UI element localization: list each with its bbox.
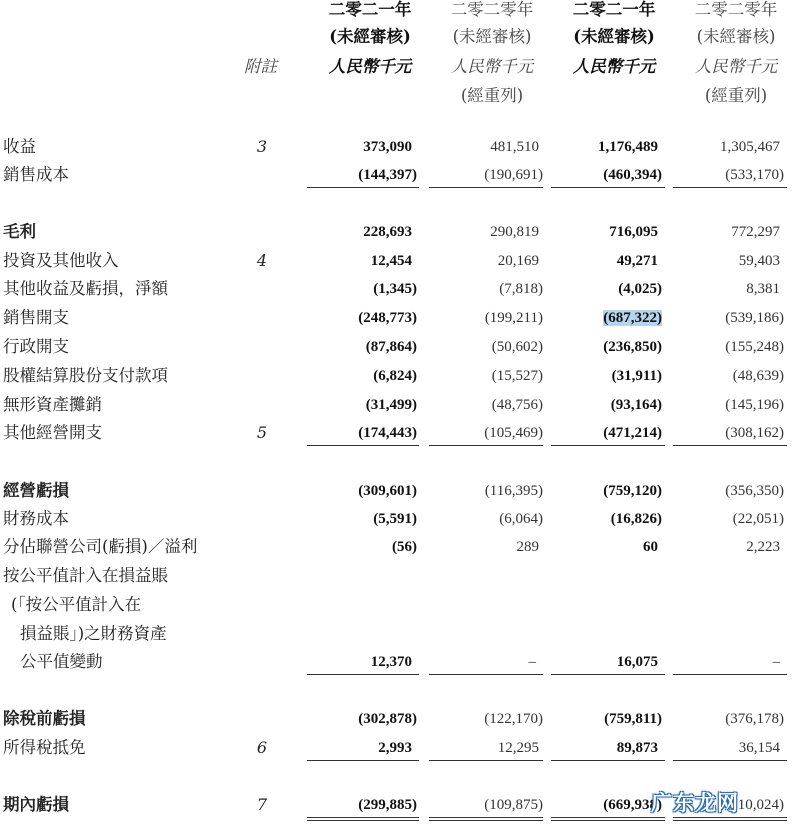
row-label: 期內虧損 [3, 795, 69, 814]
subtotal-rule [673, 674, 787, 675]
row-label: 公平值變動 [20, 652, 103, 671]
cell-value: 36,154 [738, 740, 780, 756]
subtotal-rule [429, 187, 543, 188]
col4-year: 二零二零年 [694, 0, 778, 19]
total-double-rule [307, 817, 419, 821]
cell-value: (50,602) [491, 339, 543, 355]
cell-value: (299,885) [358, 797, 417, 813]
cell-value: (122,170) [484, 711, 543, 727]
cell-value: (105,469) [484, 425, 543, 441]
cell-value: (7,818) [499, 281, 543, 297]
cell-value: (309,601) [358, 483, 417, 499]
row-label: 財務成本 [3, 509, 69, 528]
cell-value: 716,095 [609, 224, 658, 240]
row-note: 7 [256, 795, 268, 814]
note-column-header: 附註 [244, 57, 277, 76]
row-label: 銷售成本 [3, 165, 69, 184]
col4-restated: (經重列) [704, 86, 768, 105]
col1-year: 二零二一年 [328, 0, 412, 19]
cell-value-highlighted[interactable] [603, 308, 662, 328]
col3-audit: (未經審核) [573, 27, 655, 46]
row-label: 其他經營開支 [3, 423, 102, 442]
cell-value: – [528, 654, 536, 670]
cell-value: (144,397) [358, 167, 417, 183]
cell-value: (248,773) [358, 310, 417, 326]
watermark-logo: 广东龙网 [651, 791, 739, 815]
cell-value: 1,305,467 [720, 139, 780, 155]
subtotal-rule [673, 760, 787, 761]
row-label-fvtpl-line3: 損益賬」)之財務資產 [20, 624, 167, 643]
cell-value: 49,271 [616, 253, 658, 269]
cell-value: (31,499) [365, 397, 417, 413]
row-label: 行政開支 [3, 337, 69, 356]
cell-value: (5,591) [373, 511, 417, 527]
subtotal-rule [673, 187, 787, 188]
col3-currency: 人民幣千元 [572, 57, 656, 76]
cell-value: (471,214) [603, 425, 662, 441]
cell-value: (145,196) [725, 397, 784, 413]
subtotal-rule [307, 674, 419, 675]
row-label-fvtpl-line2: (「按公平值計入在 [11, 595, 142, 614]
cell-value: 12,454 [370, 253, 412, 269]
col3-year: 二零二一年 [572, 0, 656, 19]
cell-value: 2,223 [746, 539, 780, 555]
cell-value: (356,350) [725, 483, 784, 499]
subtotal-rule [673, 445, 787, 446]
subtotal-rule [307, 445, 419, 446]
row-note: 5 [256, 423, 268, 442]
cell-value: 12,370 [370, 654, 412, 670]
cell-value: (236,850) [603, 339, 662, 355]
col2-audit: (未經審核) [452, 27, 532, 46]
cell-value: (190,691) [484, 167, 543, 183]
row-label: 無形資產攤銷 [3, 395, 102, 414]
subtotal-rule [429, 445, 543, 446]
subtotal-rule [551, 760, 665, 761]
cell-value: (48,756) [491, 397, 543, 413]
cell-value: 772,297 [731, 224, 780, 240]
row-label: 股權結算股份支付款項 [3, 366, 168, 385]
col1-currency: 人民幣千元 [328, 57, 412, 76]
row-label: 毛利 [3, 222, 36, 241]
col4-currency: 人民幣千元 [694, 57, 778, 76]
cell-value: 290,819 [490, 224, 539, 240]
cell-value: (93,164) [610, 397, 662, 413]
cell-value: – [772, 654, 780, 670]
cell-value: (174,443) [358, 425, 417, 441]
cell-value: (1,345) [373, 281, 417, 297]
cell-value: 20,169 [497, 253, 539, 269]
row-label: 所得稅抵免 [3, 738, 86, 757]
cell-value: (22,051) [732, 511, 784, 527]
cell-value: (6,064) [499, 511, 543, 527]
cell-value: 59,403 [738, 253, 780, 269]
subtotal-rule [307, 187, 419, 188]
row-note: 4 [256, 251, 268, 270]
row-label: 除稅前虧損 [3, 709, 86, 728]
cell-value: (15,527) [491, 368, 543, 384]
cell-value: 1,176,489 [598, 139, 658, 155]
row-note: 6 [256, 738, 268, 757]
cell-value: 228,693 [363, 224, 412, 240]
row-label: 收益 [3, 137, 36, 156]
row-label: 銷售開支 [3, 308, 69, 327]
cell-value: 289 [516, 539, 539, 555]
cell-value: 8,381 [746, 281, 780, 297]
cell-value: (710,024) [725, 797, 784, 813]
subtotal-rule [551, 187, 665, 188]
cell-value: (109,875) [484, 797, 543, 813]
cell-value: (48,639) [732, 368, 784, 384]
col1-audit: (未經審核) [329, 27, 411, 46]
row-label: 經營虧損 [3, 481, 69, 500]
selection-highlight[interactable]: (687,322) [603, 310, 662, 326]
row-label: 其他收益及虧損，淨額 [3, 279, 168, 298]
cell-value: 60 [643, 539, 658, 555]
cell-value: (155,248) [725, 339, 784, 355]
subtotal-rule [429, 674, 543, 675]
row-label-fvtpl-line1: 按公平值計入在損益賬 [3, 566, 168, 585]
total-double-rule [429, 817, 543, 821]
cell-value: 373,090 [363, 139, 412, 155]
cell-value: (669,938) [603, 797, 662, 813]
cell-value: (460,394) [603, 167, 662, 183]
cell-value: (16,826) [610, 511, 662, 527]
row-note: 3 [256, 137, 268, 156]
cell-value: (56) [392, 539, 417, 555]
total-double-rule [551, 817, 665, 821]
col2-restated: (經重列) [460, 86, 524, 105]
subtotal-rule [307, 760, 419, 761]
subtotal-rule [551, 445, 665, 446]
col2-year: 二零二零年 [450, 0, 534, 19]
cell-value: (199,211) [484, 310, 543, 326]
cell-value: (533,170) [725, 167, 784, 183]
cell-value: (87,864) [365, 339, 417, 355]
cell-value: (759,120) [603, 483, 662, 499]
cell-value: (539,186) [725, 310, 784, 326]
subtotal-rule [551, 674, 665, 675]
cell-value: 89,873 [616, 740, 658, 756]
subtotal-rule [429, 760, 543, 761]
row-label: 投資及其他收入 [3, 251, 119, 270]
cell-value: (376,178) [725, 711, 784, 727]
cell-value: 16,075 [616, 654, 658, 670]
col4-audit: (未經審核) [696, 27, 776, 46]
cell-value: (302,878) [358, 711, 417, 727]
cell-value: (116,395) [484, 483, 543, 499]
cell-value: (4,025) [618, 281, 662, 297]
cell-value: (759,811) [604, 711, 662, 727]
col2-currency: 人民幣千元 [450, 57, 534, 76]
cell-value: 12,295 [497, 740, 539, 756]
cell-value: (6,824) [373, 368, 417, 384]
row-label: 分佔聯營公司(虧損)／溢利 [3, 537, 198, 556]
cell-value: (31,911) [611, 368, 662, 384]
cell-value: 2,993 [378, 740, 412, 756]
cell-value: 481,510 [490, 139, 539, 155]
cell-value: (308,162) [725, 425, 784, 441]
